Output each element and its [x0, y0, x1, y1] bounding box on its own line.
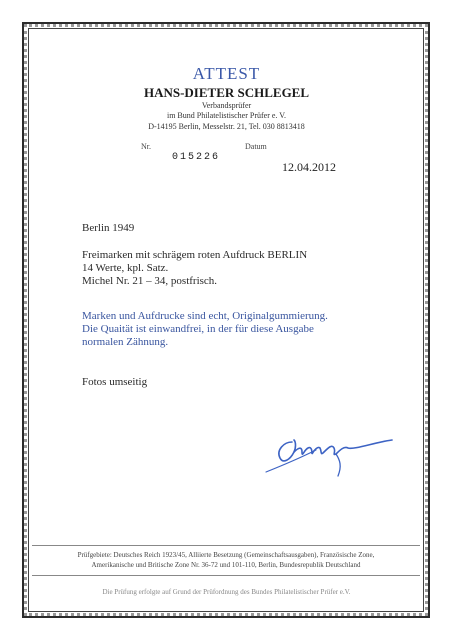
description-line-1: Freimarken mit schrägem roten Aufdruck BERLIN [82, 249, 308, 261]
footer-divider [32, 545, 420, 546]
footer-note: Die Prüfung erfolgte auf Grund der Prüfordnung des Bundes Philatelistischer Prüfer e.V. [102, 588, 351, 596]
verdict-line-1: Marken und Aufdrucke sind echt, Originalgummierung. [82, 310, 328, 322]
examiner-name: HANS-DIETER SCHLEGEL [143, 85, 310, 100]
footer-divider-2 [32, 575, 420, 576]
document-title: ATTEST [192, 64, 261, 83]
issue-title: Berlin 1949 [82, 222, 135, 234]
photos-note: Fotos umseitig [82, 376, 148, 388]
datum-label: Datum [245, 142, 267, 151]
examiner-role: Verbandsprüfer [201, 101, 252, 110]
association-line: im Bund Philatelistischer Prüfer e. V. [166, 111, 287, 120]
description-line-3: Michel Nr. 21 – 34, postfrisch. [82, 275, 218, 287]
nr-label: Nr. [141, 142, 151, 151]
verdict-line-3: normalen Zähnung. [82, 336, 169, 348]
address-line: D-14195 Berlin, Messelstr. 21, Tel. 030 8813418 [148, 122, 305, 131]
description-line-2: 14 Werte, kpl. Satz. [82, 262, 169, 274]
footer-line-2: Amerikanische und Britische Zone Nr. 36-72 und 101-110, Berlin, Bundesrepublik Deutschland [91, 561, 361, 569]
verdict-line-2: Die Quaität ist einwandfrei, in der für diese Ausgabe [82, 323, 314, 335]
certificate-date: 12.04.2012 [282, 160, 336, 174]
footer-line-1: Prüfgebiete: Deutsches Reich 1923/45, Alliierte Besetzung (Gemeinschaftsausgaben), Französische Zone, [77, 551, 375, 559]
signature-image [236, 420, 396, 480]
certificate-number: 015226 [172, 152, 221, 163]
